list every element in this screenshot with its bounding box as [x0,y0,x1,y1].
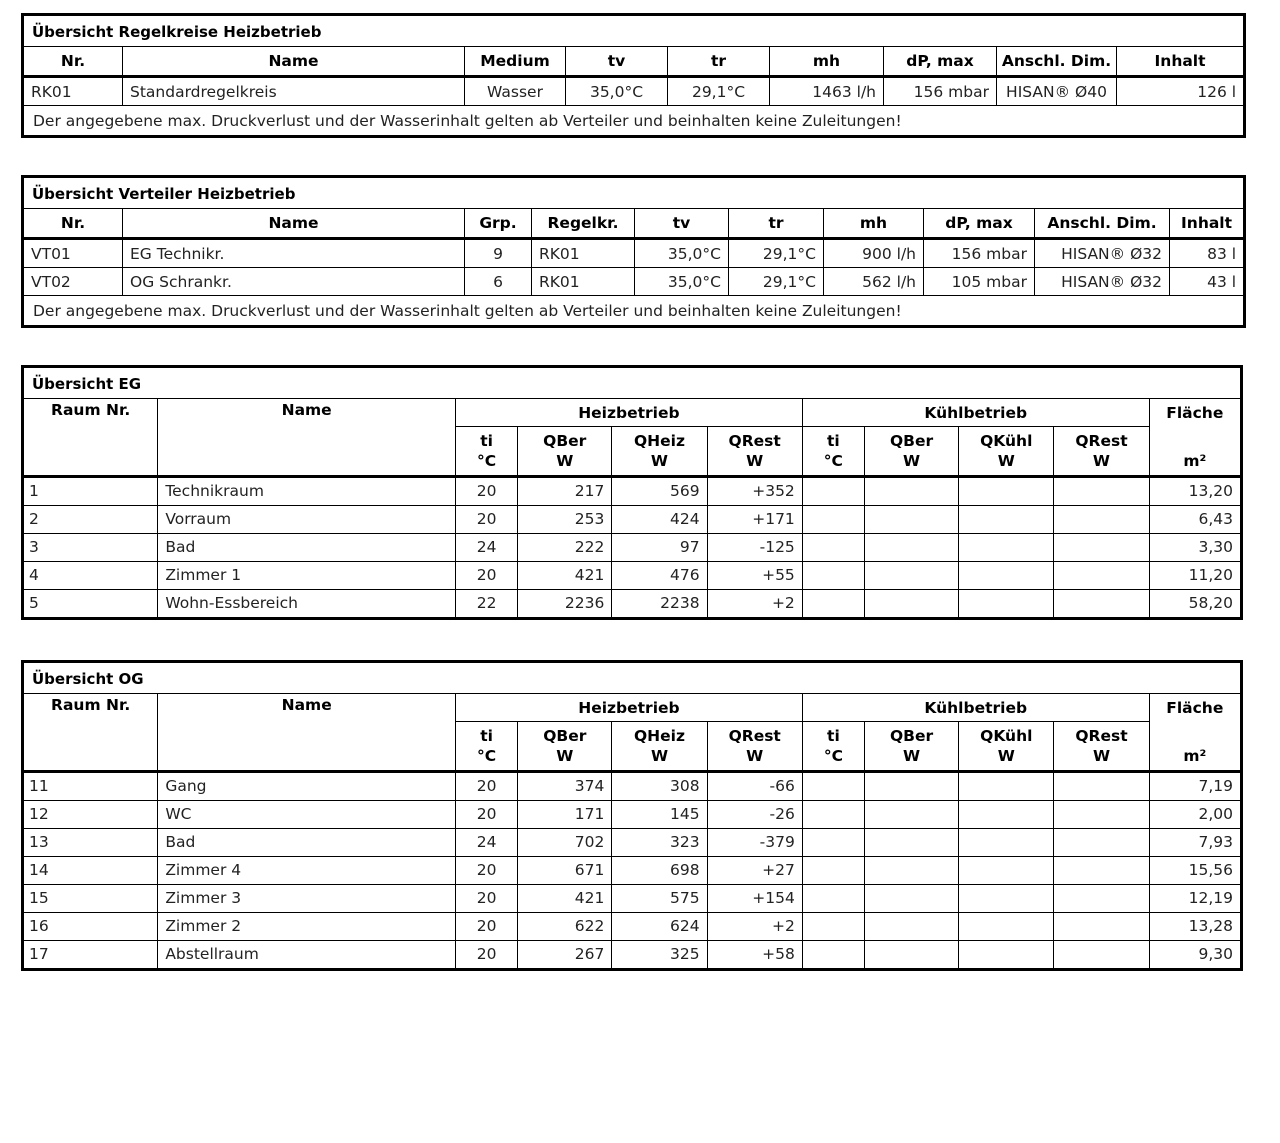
cell-qber-heiz: 702 [518,828,612,856]
cell-qber-kuehl [864,884,958,912]
sub-header: QRest W [1054,722,1149,772]
cell-raum-nr: 15 [23,884,158,912]
cell-ti-heiz: 20 [456,771,518,800]
table-row [23,800,1242,828]
cell-raum-nr: 12 [23,800,158,828]
cell-medium: Wasser [465,77,566,106]
cell-tv: 35,0°C [566,77,668,106]
cell-ti-kuehl [802,912,864,940]
col-header: tr [668,47,770,77]
cell-qber-kuehl [864,912,958,940]
cell-qheiz: 575 [612,884,707,912]
cell-qber-kuehl [864,856,958,884]
cell-dim: HISAN® Ø32 [1035,268,1170,296]
cell-qber-heiz: 253 [518,505,612,533]
cell-qber-heiz: 421 [518,561,612,589]
col-header: mh [824,209,924,239]
cell-ti-heiz: 20 [456,800,518,828]
col-header: dP, max [884,47,997,77]
col-header-name: Name [158,694,456,772]
cell-qheiz: 624 [612,912,707,940]
cell-raum-nr: 13 [23,828,158,856]
cell-qrest-kuehl [1054,771,1149,800]
cell-qkuehl [959,561,1054,589]
cell-name: Bad [158,828,456,856]
cell-dp: 156 mbar [884,77,997,106]
area-unit: m² [1149,722,1241,772]
sub-header: QKühl W [959,722,1054,772]
cell-name: Vorraum [158,505,456,533]
cell-ti-heiz: 20 [456,940,518,969]
table-row [23,77,1245,106]
sub-header: QRest W [707,722,802,772]
sub-header: ti °C [802,722,864,772]
cell-qheiz: 97 [612,533,707,561]
cell-regelkr: RK01 [532,239,635,268]
cell-dp: 105 mbar [924,268,1035,296]
cell-qkuehl [959,828,1054,856]
cell-flaeche: 15,56 [1149,856,1241,884]
col-header-raum-nr: Raum Nr. [23,694,158,772]
cell-qheiz: 569 [612,476,707,505]
table-row [23,912,1242,940]
cell-qheiz: 2238 [612,589,707,618]
cell-qber-heiz: 671 [518,856,612,884]
cell-flaeche: 6,43 [1149,505,1241,533]
table-row [23,856,1242,884]
cell-dp: 156 mbar [924,239,1035,268]
cell-name: Zimmer 1 [158,561,456,589]
cell-qrest-heiz: -379 [707,828,802,856]
cell-qrest-heiz: -66 [707,771,802,800]
cell-nr: VT02 [23,268,123,296]
sub-header: QRest W [1054,427,1149,477]
cell-qber-heiz: 222 [518,533,612,561]
table-row [23,239,1245,268]
sub-header: QBer W [864,722,958,772]
col-header-name: Name [158,399,456,477]
cell-ti-heiz: 20 [456,912,518,940]
col-header: Inhalt [1117,47,1245,77]
cell-qkuehl [959,589,1054,618]
cell-mh: 900 l/h [824,239,924,268]
cell-tr: 29,1°C [729,268,824,296]
cell-name: EG Technikr. [123,239,465,268]
cell-qheiz: 325 [612,940,707,969]
cell-grp: 6 [465,268,532,296]
cell-tv: 35,0°C [635,239,729,268]
cell-ti-kuehl [802,800,864,828]
regelkreise-note: Der angegebene max. Druckverlust und der Wasserinhalt gelten ab Verteiler und beinhalten keine Zuleitungen! [23,106,1245,137]
cell-dim: HISAN® Ø32 [1035,239,1170,268]
cell-ti-kuehl [802,561,864,589]
cell-qheiz: 308 [612,771,707,800]
cell-qrest-kuehl [1054,505,1149,533]
col-header: Inhalt [1170,209,1245,239]
table-row [23,533,1242,561]
cell-qheiz: 424 [612,505,707,533]
cell-name: Standardregelkreis [123,77,465,106]
cell-raum-nr: 16 [23,912,158,940]
col-header: Anschl. Dim. [997,47,1117,77]
cell-qrest-heiz: +352 [707,476,802,505]
cell-qkuehl [959,856,1054,884]
col-header: Regelkr. [532,209,635,239]
col-header: Medium [465,47,566,77]
cell-qheiz: 145 [612,800,707,828]
cell-qrest-heiz: -125 [707,533,802,561]
cell-name: Bad [158,533,456,561]
cell-name: Wohn-Essbereich [158,589,456,618]
cell-qkuehl [959,505,1054,533]
cell-qkuehl [959,476,1054,505]
table-row [23,828,1242,856]
cell-qrest-kuehl [1054,533,1149,561]
cell-regelkr: RK01 [532,268,635,296]
cell-qrest-kuehl [1054,856,1149,884]
cell-inhalt: 83 l [1170,239,1245,268]
cell-qrest-kuehl [1054,940,1149,969]
group-header-kuehlbetrieb: Kühlbetrieb [802,399,1149,427]
cell-mh: 562 l/h [824,268,924,296]
cell-ti-heiz: 20 [456,561,518,589]
cell-flaeche: 3,30 [1149,533,1241,561]
sub-header: QHeiz W [612,722,707,772]
cell-qheiz: 698 [612,856,707,884]
cell-nr: VT01 [23,239,123,268]
cell-name: Zimmer 4 [158,856,456,884]
cell-ti-kuehl [802,771,864,800]
cell-qkuehl [959,800,1054,828]
cell-ti-kuehl [802,589,864,618]
cell-ti-heiz: 24 [456,533,518,561]
cell-mh: 1463 l/h [770,77,884,106]
col-header: tr [729,209,824,239]
group-header-kuehlbetrieb: Kühlbetrieb [802,694,1149,722]
cell-flaeche: 2,00 [1149,800,1241,828]
cell-raum-nr: 11 [23,771,158,800]
sub-header: QBer W [864,427,958,477]
cell-qrest-heiz: +58 [707,940,802,969]
regelkreise-table [21,13,1246,138]
cell-tr: 29,1°C [668,77,770,106]
cell-ti-kuehl [802,940,864,969]
cell-flaeche: 7,19 [1149,771,1241,800]
col-header: Name [123,209,465,239]
cell-qber-kuehl [864,828,958,856]
cell-grp: 9 [465,239,532,268]
cell-ti-heiz: 20 [456,476,518,505]
cell-ti-kuehl [802,476,864,505]
cell-qber-heiz: 2236 [518,589,612,618]
sub-header: ti °C [802,427,864,477]
cell-qkuehl [959,533,1054,561]
cell-qkuehl [959,771,1054,800]
cell-name: OG Schrankr. [123,268,465,296]
group-header-heizbetrieb: Heizbetrieb [456,694,803,722]
cell-name: Technikraum [158,476,456,505]
col-header: Nr. [23,47,123,77]
sub-header: ti °C [456,427,518,477]
cell-qber-kuehl [864,561,958,589]
cell-qrest-heiz: +2 [707,912,802,940]
col-header: mh [770,47,884,77]
cell-qber-heiz: 421 [518,884,612,912]
cell-qber-kuehl [864,505,958,533]
cell-qrest-kuehl [1054,912,1149,940]
cell-qkuehl [959,940,1054,969]
cell-qber-kuehl [864,771,958,800]
cell-qheiz: 323 [612,828,707,856]
col-header: dP, max [924,209,1035,239]
col-header: Grp. [465,209,532,239]
cell-qrest-kuehl [1054,800,1149,828]
cell-raum-nr: 3 [23,533,158,561]
cell-inhalt: 43 l [1170,268,1245,296]
cell-dim: HISAN® Ø40 [997,77,1117,106]
cell-qrest-heiz: -26 [707,800,802,828]
cell-qber-kuehl [864,800,958,828]
cell-raum-nr: 1 [23,476,158,505]
table-row [23,771,1242,800]
cell-ti-heiz: 24 [456,828,518,856]
table-row [23,940,1242,969]
verteiler-table [21,175,1246,328]
cell-ti-kuehl [802,856,864,884]
cell-ti-heiz: 22 [456,589,518,618]
cell-qrest-kuehl [1054,476,1149,505]
cell-qkuehl [959,884,1054,912]
cell-raum-nr: 14 [23,856,158,884]
cell-name: Zimmer 2 [158,912,456,940]
regelkreise-title: Übersicht Regelkreise Heizbetrieb [23,15,1245,47]
cell-qber-heiz: 171 [518,800,612,828]
sub-header: QRest W [707,427,802,477]
cell-raum-nr: 2 [23,505,158,533]
cell-flaeche: 12,19 [1149,884,1241,912]
col-header: Anschl. Dim. [1035,209,1170,239]
verteiler-note: Der angegebene max. Druckverlust und der Wasserinhalt gelten ab Verteiler und beinhalten keine Zuleitungen! [23,296,1245,327]
og-title: Übersicht OG [23,662,1242,694]
cell-ti-kuehl [802,505,864,533]
cell-flaeche: 13,20 [1149,476,1241,505]
cell-qrest-kuehl [1054,561,1149,589]
sub-header: QBer W [518,722,612,772]
cell-raum-nr: 4 [23,561,158,589]
table-row [23,589,1242,618]
area-unit: m² [1149,427,1241,477]
col-header-raum-nr: Raum Nr. [23,399,158,477]
cell-qber-heiz: 267 [518,940,612,969]
eg-table [21,365,1243,620]
cell-qkuehl [959,912,1054,940]
cell-name: Gang [158,771,456,800]
cell-qber-kuehl [864,476,958,505]
sub-header: ti °C [456,722,518,772]
cell-raum-nr: 17 [29,945,49,963]
cell-flaeche: 7,93 [1149,828,1241,856]
cell-qber-kuehl [864,940,958,969]
table-row [23,476,1242,505]
cell-flaeche: 9,30 [1149,940,1241,969]
group-header-heizbetrieb: Heizbetrieb [456,399,803,427]
table-row [23,884,1242,912]
sub-header: QBer W [518,427,612,477]
col-header: tv [635,209,729,239]
cell-raum-nr: 5 [29,594,39,612]
cell-tr: 29,1°C [729,239,824,268]
table-row [23,561,1242,589]
cell-qber-heiz: 622 [518,912,612,940]
cell-qber-heiz: 374 [518,771,612,800]
cell-qrest-kuehl [1054,884,1149,912]
cell-flaeche: 13,28 [1149,912,1241,940]
col-header-flaeche: Fläche [1149,694,1241,722]
cell-qrest-heiz: +55 [707,561,802,589]
cell-inhalt: 126 l [1117,77,1245,106]
cell-qrest-heiz: +154 [707,884,802,912]
cell-qrest-heiz: +27 [707,856,802,884]
cell-ti-heiz: 20 [456,505,518,533]
cell-qber-kuehl [864,533,958,561]
cell-flaeche: 11,20 [1149,561,1241,589]
cell-qrest-kuehl [1054,589,1149,618]
verteiler-title: Übersicht Verteiler Heizbetrieb [23,177,1245,209]
table-row [23,268,1245,296]
cell-nr: RK01 [23,77,123,106]
sub-header: QKühl W [959,427,1054,477]
cell-qber-heiz: 217 [518,476,612,505]
col-header: tv [566,47,668,77]
cell-ti-kuehl [802,828,864,856]
cell-qrest-heiz: +171 [707,505,802,533]
col-header: Nr. [23,209,123,239]
table-row [23,505,1242,533]
cell-flaeche: 58,20 [1149,589,1241,618]
col-header-flaeche: Fläche [1149,399,1241,427]
cell-ti-kuehl [802,533,864,561]
cell-ti-heiz: 20 [456,856,518,884]
cell-name: Abstellraum [158,940,456,969]
col-header: Name [123,47,465,77]
cell-qber-kuehl [864,589,958,618]
cell-ti-kuehl [802,884,864,912]
cell-ti-heiz: 20 [456,884,518,912]
cell-name: WC [158,800,456,828]
cell-qrest-kuehl [1054,828,1149,856]
cell-qheiz: 476 [612,561,707,589]
cell-name: Zimmer 3 [158,884,456,912]
cell-qrest-heiz: +2 [707,589,802,618]
sub-header: QHeiz W [612,427,707,477]
cell-tv: 35,0°C [635,268,729,296]
og-table [21,660,1243,971]
eg-title: Übersicht EG [23,367,1242,399]
